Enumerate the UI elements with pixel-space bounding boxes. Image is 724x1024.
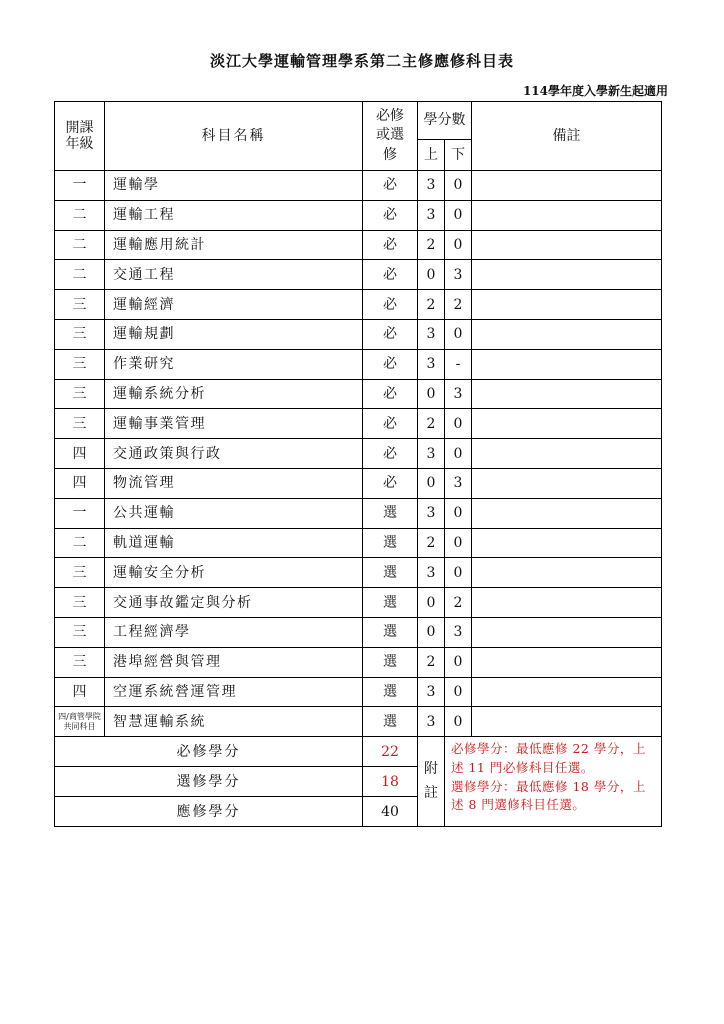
course-row [55,617,662,647]
course-row [55,171,662,201]
course-row [55,647,662,677]
course-type: 選 [363,588,418,618]
course-row [55,677,662,707]
course-note [472,230,662,260]
course-credit-first: 2 [418,647,445,677]
course-type: 必 [363,379,418,409]
remark-elective: 選修學分：最低應修 18 學分，上述 8 門選修科目任選。 [451,778,646,813]
course-year: 三 [55,319,105,349]
course-name: 運輸工程 [105,200,363,230]
header-notes: 備註 [472,102,662,171]
course-name: 物流管理 [105,468,363,498]
course-year: 三 [55,588,105,618]
course-year: 三 [55,647,105,677]
header-required-elective: 必修或選修 [363,102,418,171]
course-credit-second: 0 [445,409,472,439]
header-year: 開課年級 [55,102,105,171]
course-credit-first: 3 [418,439,445,469]
course-year: 二 [55,528,105,558]
course-credit-second: 2 [445,290,472,320]
course-row [55,468,662,498]
course-type: 選 [363,617,418,647]
course-year: 二 [55,230,105,260]
curriculum-table [54,101,662,827]
course-name: 港埠經營與管理 [105,647,363,677]
course-credit-first: 2 [418,409,445,439]
course-row [55,528,662,558]
course-credit-first: 0 [418,617,445,647]
course-year: 四 [55,677,105,707]
course-year: 三 [55,349,105,379]
course-row [55,230,662,260]
course-year: 四 [55,439,105,469]
header-course-name: 科目名稱 [105,102,363,171]
course-name: 交通政策與行政 [105,439,363,469]
course-type: 選 [363,558,418,588]
course-name: 交通事故鑑定與分析 [105,588,363,618]
course-credit-second: 3 [445,617,472,647]
course-year: 四/商管學院共同科目 [55,707,105,737]
course-credit-first: 3 [418,171,445,201]
course-type: 必 [363,260,418,290]
course-year: 三 [55,409,105,439]
course-credit-first: 0 [418,260,445,290]
course-credit-first: 2 [418,290,445,320]
course-credit-first: 2 [418,230,445,260]
course-credit-first: 3 [418,558,445,588]
course-name: 工程經濟學 [105,617,363,647]
course-note [472,379,662,409]
course-note [472,707,662,737]
course-name: 交通工程 [105,260,363,290]
course-note [472,171,662,201]
course-name: 運輸安全分析 [105,558,363,588]
course-name: 運輸系統分析 [105,379,363,409]
course-type: 必 [363,349,418,379]
course-note [472,290,662,320]
course-note [472,647,662,677]
course-credit-first: 0 [418,588,445,618]
course-type: 選 [363,528,418,558]
course-type: 選 [363,498,418,528]
course-credit-second: 0 [445,498,472,528]
course-credit-second: 0 [445,200,472,230]
course-credit-second: 0 [445,647,472,677]
course-type: 必 [363,439,418,469]
course-credit-second: 3 [445,379,472,409]
course-credit-second: 0 [445,230,472,260]
applicability-note: 114學年度入學新生起適用 [522,84,668,98]
course-name: 作業研究 [105,349,363,379]
course-name: 軌道運輸 [105,528,363,558]
course-row [55,319,662,349]
course-credit-first: 3 [418,707,445,737]
course-note [472,439,662,469]
course-credit-second: 0 [445,528,472,558]
course-type: 選 [363,647,418,677]
course-row [55,439,662,469]
course-note [472,558,662,588]
course-note [472,677,662,707]
course-name: 運輸應用統計 [105,230,363,260]
course-year: 二 [55,260,105,290]
course-note [472,260,662,290]
course-year: 四 [55,468,105,498]
course-name: 運輸規劃 [105,319,363,349]
course-note [472,498,662,528]
elective-credits-value: 18 [363,767,418,797]
course-type: 必 [363,319,418,349]
page-title: 淡江大學運輸管理學系第二主修應修科目表 [209,52,514,70]
course-credit-first: 3 [418,349,445,379]
course-name: 智慧運輸系統 [105,707,363,737]
course-credit-second: - [445,349,472,379]
course-note [472,468,662,498]
remarks [445,737,662,827]
course-name: 運輸事業管理 [105,409,363,439]
course-name: 公共運輸 [105,498,363,528]
header-second-semester: 下 [445,140,472,171]
total-credits-value: 40 [363,797,418,827]
course-row [55,290,662,320]
course-credit-second: 0 [445,707,472,737]
course-credit-first: 3 [418,200,445,230]
course-note [472,528,662,558]
course-year: 三 [55,558,105,588]
elective-credits-label: 選修學分 [55,767,363,797]
course-credit-second: 3 [445,468,472,498]
course-type: 選 [363,677,418,707]
course-row [55,260,662,290]
course-type: 必 [363,290,418,320]
course-credit-first: 3 [418,498,445,528]
course-year: 一 [55,498,105,528]
course-credit-first: 0 [418,379,445,409]
course-note [472,409,662,439]
course-note [472,588,662,618]
course-year: 三 [55,290,105,320]
required-credits-value: 22 [363,737,418,767]
course-credit-second: 0 [445,319,472,349]
course-year: 三 [55,617,105,647]
course-credit-first: 3 [418,677,445,707]
course-row [55,409,662,439]
course-credit-second: 0 [445,439,472,469]
course-type: 必 [363,409,418,439]
header-credits: 學分數 [418,102,472,140]
course-credit-second: 0 [445,558,472,588]
course-credit-first: 0 [418,468,445,498]
course-credit-second: 3 [445,260,472,290]
course-type: 選 [363,707,418,737]
course-row [55,379,662,409]
course-type: 必 [363,200,418,230]
course-type: 必 [363,468,418,498]
course-credit-first: 2 [418,528,445,558]
course-row [55,558,662,588]
course-row [55,498,662,528]
appendix-label: 附註 [418,737,445,827]
course-type: 必 [363,230,418,260]
course-year: 三 [55,379,105,409]
course-name: 運輸學 [105,171,363,201]
course-type: 必 [363,171,418,201]
course-credit-first: 3 [418,319,445,349]
required-credits-label: 必修學分 [55,737,363,767]
course-note [472,617,662,647]
course-note [472,319,662,349]
course-year: 一 [55,171,105,201]
course-credit-second: 2 [445,588,472,618]
course-note [472,349,662,379]
course-row [55,588,662,618]
header-first-semester: 上 [418,140,445,171]
course-note [472,200,662,230]
total-credits-label: 應修學分 [55,797,363,827]
remark-required: 必修學分：最低應修 22 學分，上述 11 門必修科目任選。 [451,741,646,775]
course-credit-second: 0 [445,677,472,707]
course-row [55,707,662,737]
course-name: 運輸經濟 [105,290,363,320]
course-year: 二 [55,200,105,230]
course-credit-second: 0 [445,171,472,201]
course-name: 空運系統營運管理 [105,677,363,707]
course-row [55,349,662,379]
course-row [55,200,662,230]
